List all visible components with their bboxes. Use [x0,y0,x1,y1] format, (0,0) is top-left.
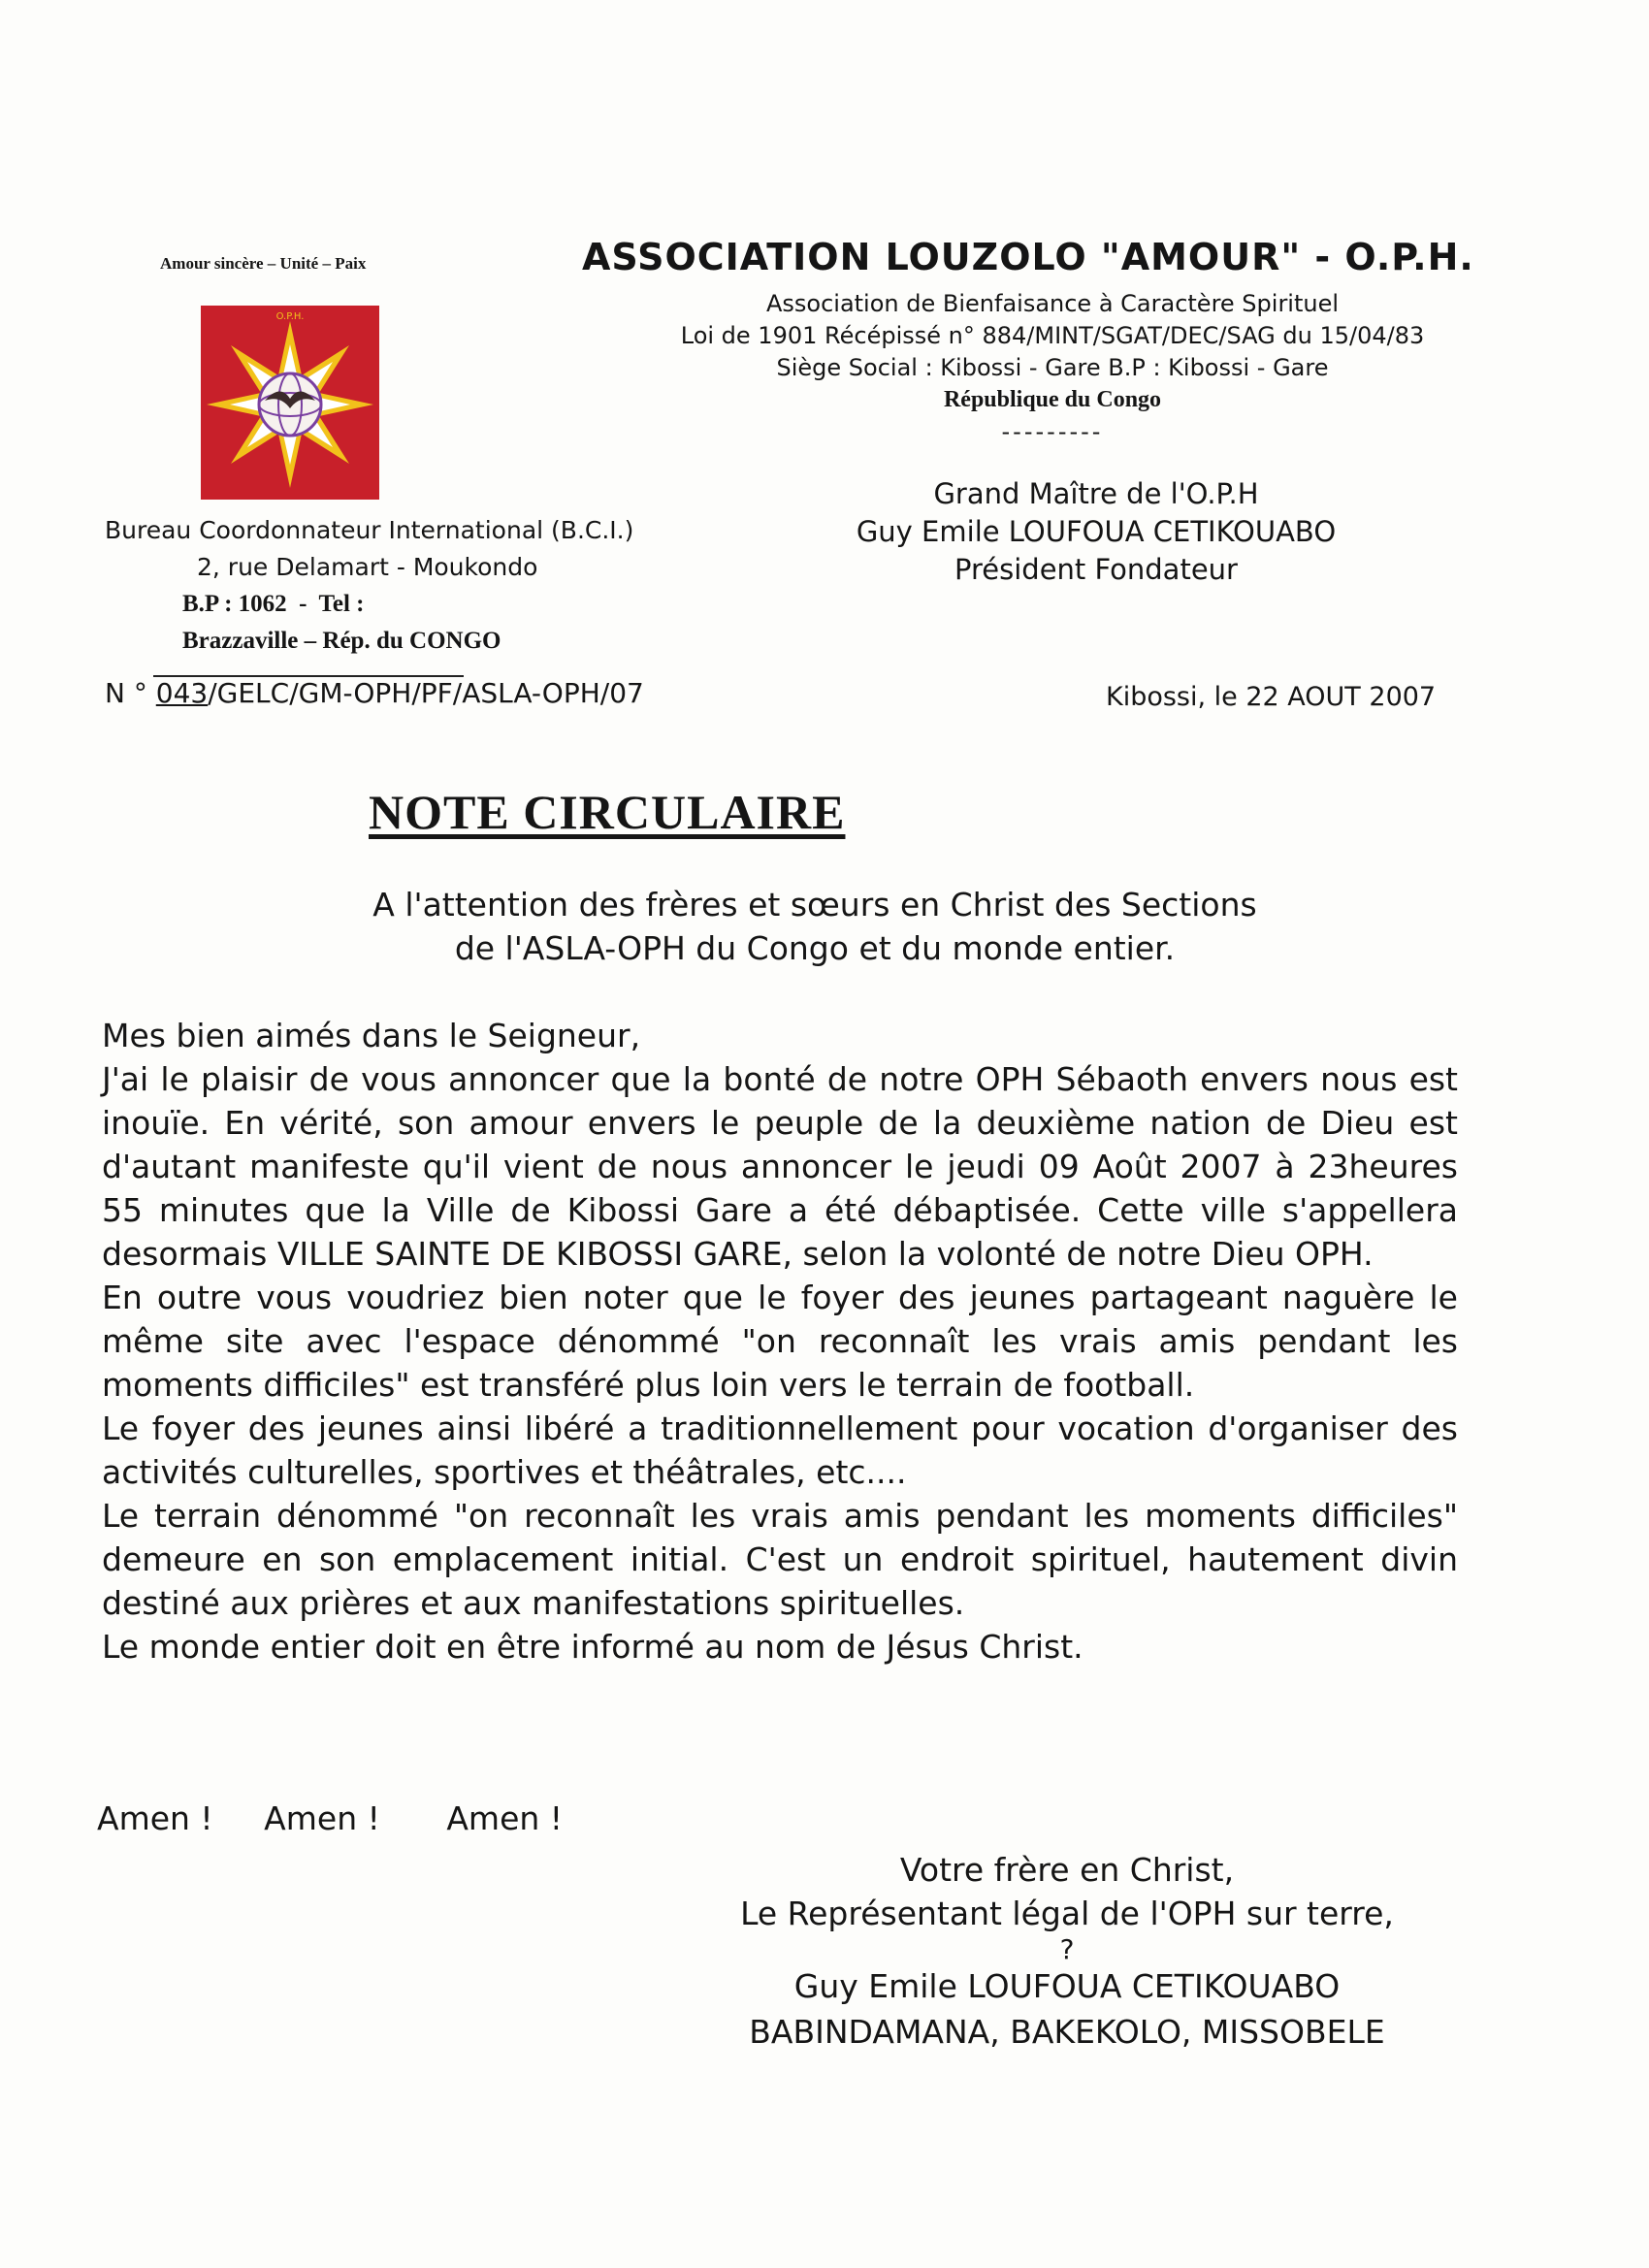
signature-block [679,1848,1455,2057]
attention-line [291,883,1339,970]
amen-word: Amen ! [264,1799,380,1837]
association-detail-line: Association de Bienfaisance à Caractère Spirituel [765,290,1340,317]
body-paragraph: Le monde entier doit en être informé au nom de Jésus Christ. [102,1628,1083,1666]
reference-number [105,677,644,709]
signature-mark: ? [1059,1933,1075,1965]
body-paragraph: En outre vous voudriez bien noter que le foyer des jeunes partageant naguère le même site avec l'espace dénommé "on reconnaît les vrais amis pendant les moments difficiles" est transféré plus loin vers le terrain de football. [102,1279,1458,1404]
grand-master-line: Président Fondateur [954,553,1238,586]
greeting: Mes bien aimés dans le Seigneur, [102,1017,641,1054]
bureau-line: B.P : 1062 - Tel : [182,591,365,617]
separator-dashes: --------- [1001,418,1104,445]
closing-line: Votre frère en Christ, [899,1851,1235,1889]
bureau-line: 2, rue Delamart - Moukondo [197,553,538,581]
letter-body [102,1014,1458,1669]
grand-master-block [844,475,1348,589]
oph-emblem-logo [201,306,379,500]
association-details [621,288,1484,448]
bureau-line: Bureau Coordonnateur International (B.C.I.) [105,516,634,544]
amen-word: Amen ! [446,1799,564,1837]
reference-underline [153,675,464,677]
association-title: ASSOCIATION LOUZOLO "AMOUR" - O.P.H. [582,236,1474,278]
reference-sequence: 043 [155,677,209,709]
body-paragraph: Le terrain dénommé "on reconnaît les vrais amis pendant les moments difficiles" demeure en son emplacement initial. C'est un endroit spirituel, hautement divin destiné aux prières et aux manifestations spirituelles. [102,1497,1458,1622]
amen-word: Amen ! [97,1799,213,1837]
bureau-line: Brazzaville – Rép. du CONGO [182,628,501,654]
association-detail-line: République du Congo [943,387,1162,412]
motto: Amour sincère – Unité – Paix [160,254,367,273]
logo-text: O.P.H. [275,311,305,322]
signatory-role: Le Représentant légal de l'OPH sur terre, [740,1895,1394,1932]
signatory-titles: BABINDAMANA, BAKEKOLO, MISSOBELE [749,2013,1385,2051]
body-paragraph: J'ai le plaisir de vous annoncer que la bonté de notre OPH Sébaoth envers nous est inouïe. En vérité, son amour envers le peuple de la deuxième nation de Dieu est d'autant manifeste qu'il vient de nous annoncer le jeudi 09 Août 2007 à 23heures 55 minutes que la Ville de Kibossi Gare a été débaptisée. Cette ville s'appellera desormais VILLE SAINTE DE KIBOSSI GARE, selon la volonté de notre Dieu OPH. [102,1060,1458,1273]
association-detail-line: Loi de 1901 Récépissé n° 884/MINT/SGAT/DEC/SAG du 15/04/83 [680,322,1425,349]
document-title: NOTE CIRCULAIRE [369,785,846,839]
reference-prefix: N ° [105,677,147,709]
grand-master-line: Guy Emile LOUFOUA CETIKOUABO [856,515,1337,548]
association-detail-line: Siège Social : Kibossi - Gare B.P : Kibossi - Gare [776,354,1329,381]
grand-master-line: Grand Maître de l'O.P.H [933,477,1259,510]
amen-line [97,1799,563,1837]
reference-suffix: /GELC/GM-OPH/PF/ASLA-OPH/07 [208,677,644,709]
bureau-address [105,512,687,660]
signatory-name: Guy Emile LOUFOUA CETIKOUABO [793,1967,1341,2005]
body-paragraph: Le foyer des jeunes ainsi libéré a traditionnellement pour vocation d'organiser des activités culturelles, sportives et théâtrales, etc.... [102,1409,1458,1491]
attention-text: de l'ASLA-OPH du Congo et du monde entier. [454,929,1176,967]
document-date: Kibossi, le 22 AOUT 2007 [1106,682,1437,712]
attention-text: A l'attention des frères et sœurs en Christ des Sections [372,886,1257,923]
